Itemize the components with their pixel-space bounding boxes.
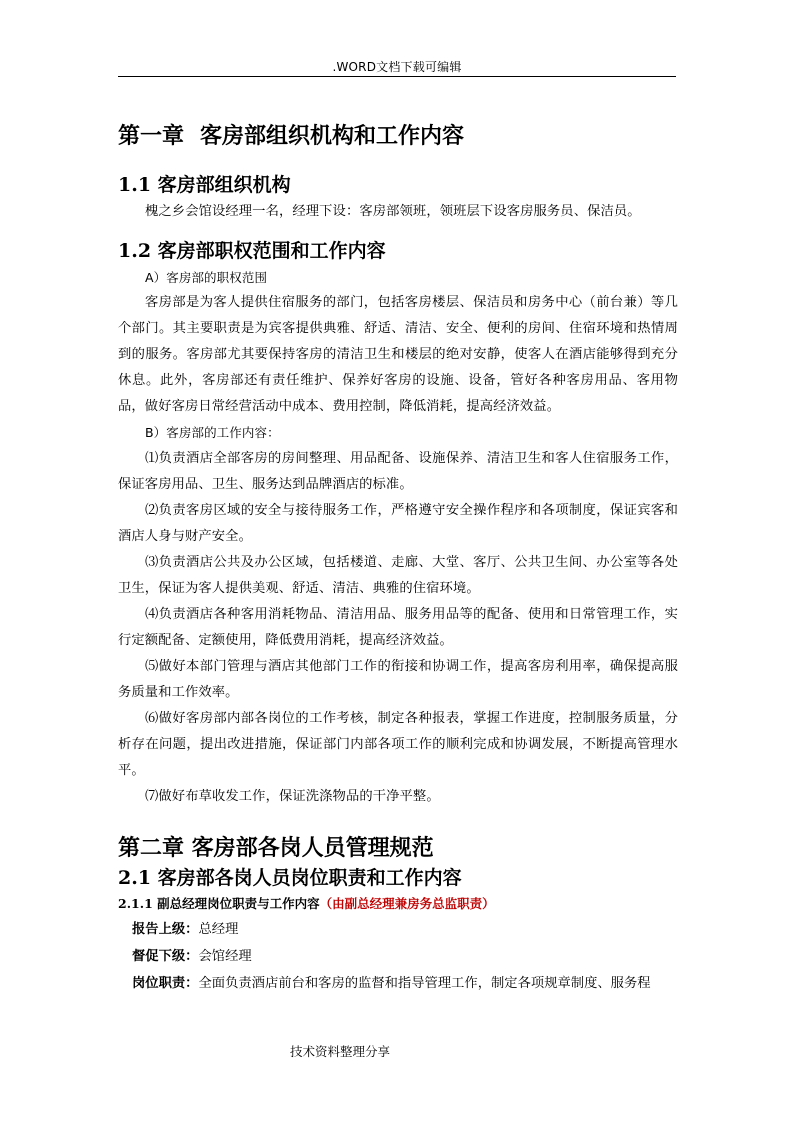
duty-line [118,970,678,997]
report-to-value: 总经理 [198,922,239,937]
report-to-line [118,916,678,943]
section-2-1-title: 2.1 客房部各岗人员岗位职责和工作内容 [118,867,462,889]
chapter1-number: 第一章 [118,123,185,149]
work-item-7: ⑺做好布草收发工作，保证洗涤物品的干净平整。 [145,789,440,804]
work-item-2: ⑵负责客房区域的安全与接待服务工作，严格遵守安全操作程序和各项制度，保证宾客和酒店人身与财产安全。 [118,503,678,544]
chapter1-title [118,118,678,154]
section-2-1-1-title [118,892,678,916]
section-1-1-body: 槐之乡会馆设经理一名，经理下设：客房部领班，领班层下设客房服务员、保洁员。 [145,204,641,219]
supervise-value: 会馆经理 [198,949,252,964]
duty-label: 岗位职责： [132,976,199,991]
part-a-body: 客房部是为客人提供住宿服务的部门，包括客房楼层、保洁员和房务中心（前台兼）等几个部门。其主要职责是为宾客提供典雅、舒适、清洁、安全、便利的房间、住宿环境和热情周到的服务。客房部尤其要保持客房的清洁卫生和楼层的绝对安静，使客人在酒店能够得到充分休息。此外，客房部还有责任维护、保养好客房的设施、设备，管好各种客房用品、客用物品，做好客房日常经营活动中成本、费用控制，降低消耗，提高经济效益。 [118,295,678,414]
section-1-2-title: 1.2 客房部职权范围和工作内容 [118,240,386,262]
section-2-1-1-label: 2.1.1 副总经理岗位职责与工作内容 [118,896,320,911]
work-item-3: ⑶负责酒店公共及办公区域，包括楼道、走廊、大堂、客厅、公共卫生间、办公室等各处卫生，保证为客人提供美观、舒适、清洁、典雅的住宿环境。 [118,555,678,596]
work-item-1: ⑴负责酒店全部客房的房间整理、用品配备、设施保养、清洁卫生和客人住宿服务工作，保证客房用品、卫生、服务达到品牌酒店的标准。 [118,451,678,492]
document-body [118,118,678,997]
chapter1-title-text: 客房部组织机构和工作内容 [200,123,465,149]
header-rule [118,76,676,77]
part-b-label: B）客房部的工作内容： [145,425,280,440]
chapter2-title: 第二章 客房部各岗人员管理规范 [118,835,434,861]
page-header: .WORD文档下载可编辑 [332,60,462,74]
work-item-5: ⑸做好本部门管理与酒店其他部门工作的衔接和协调工作，提高客房利用率，确保提高服务质量和工作效率。 [118,659,678,700]
section-2-1-1-note: （由副总经理兼房务总监职责） [319,896,495,911]
work-item-4: ⑷负责酒店各种客用消耗物品、清洁用品、服务用品等的配备、使用和日常管理工作，实行定额配备、定额使用，降低费用消耗，提高经济效益。 [118,607,678,648]
duty-value: 全面负责酒店前台和客房的监督和指导管理工作，制定各项规章制度、服务程 [198,976,651,991]
section-1-1-title: 1.1 客房部组织机构 [118,174,291,196]
report-to-label: 报告上级： [132,922,199,937]
supervise-label: 督促下级： [132,949,199,964]
work-item-6: ⑹做好客房部内部各岗位的工作考核，制定各种报表，掌握工作进度，控制服务质量，分析存在问题，提出改进措施，保证部门内部各项工作的顺利完成和协调发展，不断提高管理水平。 [118,711,678,778]
part-a-label: A）客房部的职权范围 [145,270,268,285]
supervise-line [118,943,678,970]
page-footer: 技术资料整理分享 [289,1044,390,1059]
